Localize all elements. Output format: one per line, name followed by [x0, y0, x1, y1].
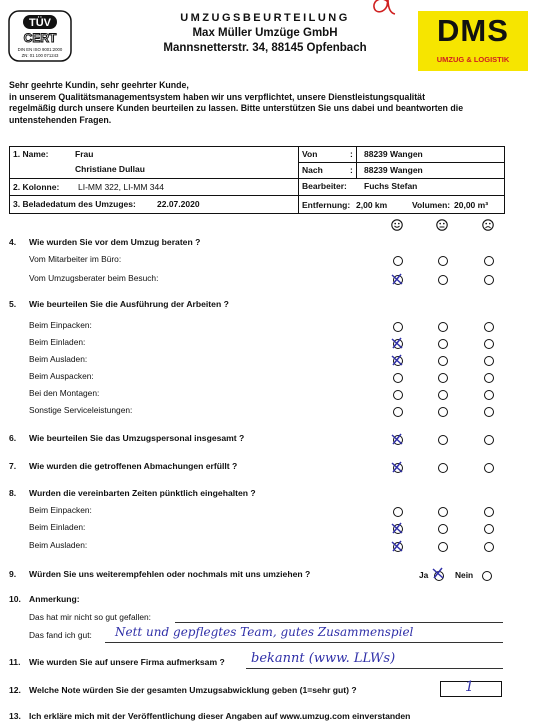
von-label: Von: [302, 149, 318, 159]
rating-radio-q5-3-2[interactable]: [484, 356, 494, 366]
check-mark-icon: [390, 539, 404, 553]
rating-radio-q5-5-2[interactable]: [484, 390, 494, 400]
q9-ja-label: Ja: [419, 570, 429, 580]
q9-nein-label: Nein: [455, 570, 474, 580]
sad-face-icon: [482, 219, 494, 231]
q4-number: 4.: [9, 237, 17, 247]
von-value: 88239 Wangen: [364, 149, 423, 159]
intro-line-4: untenstehenden Fragen.: [9, 114, 112, 125]
rating-radio-q8-1-1[interactable]: [438, 507, 448, 517]
q4-question: Wie wurden Sie vor dem Umzug beraten ?: [29, 237, 201, 247]
q5-item-5: Bei den Montagen:: [29, 388, 100, 398]
dms-logo-subtitle: UMZUG & LOGISTIK: [436, 55, 510, 64]
q10-number: 10.: [9, 594, 21, 604]
company-name: Max Müller Umzüge GmbH: [192, 27, 338, 39]
rating-radio-q5-1-1[interactable]: [438, 322, 448, 332]
q12-answer: 1: [465, 679, 474, 695]
rating-radio-q8-1-0[interactable]: [393, 507, 403, 517]
rating-radio-q5-1-0[interactable]: [393, 322, 403, 332]
rating-radio-q8-2-1[interactable]: [438, 524, 448, 534]
volumen-label: Volumen:: [412, 200, 451, 210]
q9-number: 9.: [9, 569, 17, 579]
tuv-brand: TÜV: [29, 17, 51, 29]
q10-good-label: Das fand ich gut:: [29, 630, 92, 640]
q12-number: 12.: [9, 685, 21, 695]
datum-value: 22.07.2020: [157, 199, 200, 209]
q13-number: 13.: [9, 711, 21, 721]
kolonne-value: LI-MM 322, LI-MM 344: [78, 182, 164, 192]
q10-good-line: [105, 642, 503, 643]
rating-radio-q5-6-1[interactable]: [438, 407, 448, 417]
q6-number: 6.: [9, 433, 17, 443]
q8-item-3: Beim Ausladen:: [29, 540, 88, 550]
tuv-cert: CERT: [23, 31, 57, 45]
check-mark-icon: [390, 336, 404, 350]
q11-answer[interactable]: bekannt (www. LLWs): [251, 651, 396, 666]
name-label: 1. Name:: [13, 149, 49, 159]
check-mark-icon: [390, 521, 404, 535]
q8-number: 8.: [9, 488, 17, 498]
q10-good-answer[interactable]: Nett und gepflegtes Team, gutes Zusammenspiel: [115, 625, 414, 639]
rating-radio-q5-4-2[interactable]: [484, 373, 494, 383]
q11-line: [246, 668, 503, 669]
tuv-line1: DIN EN ISO 9001:2000: [17, 47, 63, 52]
check-mark-icon: [390, 353, 404, 367]
q11-number: 11.: [9, 657, 21, 667]
rating-radio-q4-1-2[interactable]: [484, 256, 494, 266]
kolonne-label: 2. Kolonne:: [13, 182, 60, 192]
check-mark-icon: [431, 566, 445, 580]
rating-radio-q6-1[interactable]: [438, 435, 448, 445]
rating-radio-q7-1[interactable]: [438, 463, 448, 473]
rating-radio-q8-1-2[interactable]: [484, 507, 494, 517]
handwritten-mark: [368, 0, 398, 20]
q4-item-1: Vom Mitarbeiter im Büro:: [29, 254, 122, 264]
datum-label: 3. Beladedatum des Umzuges:: [13, 199, 136, 209]
q9-question: Würden Sie uns weiterempfehlen oder nochmals mit uns umziehen ?: [29, 569, 311, 579]
q13-question: Ich erkläre mich mit der Veröffentlichung dieser Angaben auf www.umzug.com einverstanden: [29, 711, 411, 721]
q10-bad-label: Das hat mir nicht so gut gefallen:: [29, 612, 151, 622]
rating-radio-q5-1-2[interactable]: [484, 322, 494, 332]
rating-radio-q8-3-1[interactable]: [438, 542, 448, 552]
document-header: [120, 12, 410, 54]
q11-question: Wie wurden Sie auf unsere Firma aufmerksam ?: [29, 657, 225, 667]
check-mark-icon: [390, 272, 404, 286]
nach-label: Nach: [302, 165, 323, 175]
q5-number: 5.: [9, 299, 17, 309]
q5-item-2: Beim Einladen:: [29, 337, 86, 347]
q9-nein-radio[interactable]: [482, 571, 492, 581]
q8-question: Wurden die vereinbarten Zeiten pünktlich eingehalten ?: [29, 488, 256, 498]
check-mark-icon: [390, 460, 404, 474]
volumen-value: 20,00 m³: [454, 200, 489, 210]
q7-number: 7.: [9, 461, 17, 471]
q5-question: Wie beurteilen Sie die Ausführung der Arbeiten ?: [29, 299, 229, 309]
rating-radio-q5-4-1[interactable]: [438, 373, 448, 383]
entfernung-label: Entfernung:: [302, 200, 351, 210]
rating-radio-q4-1-0[interactable]: [393, 256, 403, 266]
company-address: Mannsnetterstr. 34, 88145 Opfenbach: [163, 42, 367, 54]
entfernung-value: 2,00 km: [356, 200, 388, 210]
bearbeiter-label: Bearbeiter:: [302, 181, 347, 191]
intro-line-3: regelmäßig durch unsere Kunden beurteilen zu lassen. Bitte unterstützen Sie uns dabei und beantworten die: [9, 103, 464, 114]
tuv-cert-logo: [8, 10, 72, 62]
rating-radio-q5-3-1[interactable]: [438, 356, 448, 366]
name-value: Christiane Dullau: [75, 164, 145, 174]
q10-question: Anmerkung:: [29, 594, 80, 604]
intro-text: [9, 80, 517, 126]
q10-bad-line: [175, 622, 503, 623]
q6-question: Wie beurteilen Sie das Umzugspersonal insgesamt ?: [29, 433, 245, 443]
q8-item-1: Beim Einpacken:: [29, 505, 92, 515]
rating-radio-q5-2-1[interactable]: [438, 339, 448, 349]
q5-item-3: Beim Ausladen:: [29, 354, 88, 364]
q7-question: Wie wurden die getroffenen Abmachungen erfüllt ?: [29, 461, 238, 471]
rating-radio-q5-4-0[interactable]: [393, 373, 403, 383]
dms-logo: [418, 11, 528, 71]
nach-value: 88239 Wangen: [364, 165, 423, 175]
bearbeiter-value: Fuchs Stefan: [364, 181, 418, 191]
rating-radio-q8-3-2[interactable]: [484, 542, 494, 552]
check-mark-icon: [390, 432, 404, 446]
document-title: UMZUGSBEURTEILUNG: [180, 12, 350, 24]
q5-item-4: Beim Auspacken:: [29, 371, 94, 381]
rating-radio-q5-5-0[interactable]: [393, 390, 403, 400]
q8-item-2: Beim Einladen:: [29, 522, 86, 532]
q5-item-1: Beim Einpacken:: [29, 320, 92, 330]
rating-radio-q4-2-1[interactable]: [438, 275, 448, 285]
rating-radio-q5-2-2[interactable]: [484, 339, 494, 349]
rating-radio-q8-2-2[interactable]: [484, 524, 494, 534]
intro-line-1: Sehr geehrte Kundin, sehr geehrter Kunde,: [9, 80, 189, 90]
q12-question: Welche Note würden Sie der gesamten Umzugsabwicklung geben (1=sehr gut) ?: [29, 685, 357, 695]
intro-line-2: in unserem Qualitätsmanagementsystem haben wir uns verpflichtet, unsere Dienstleistungsqualität: [9, 91, 426, 102]
rating-radio-q5-6-2[interactable]: [484, 407, 494, 417]
q4-item-2: Vom Umzugsberater beim Besuch:: [29, 273, 159, 283]
rating-radio-q4-1-1[interactable]: [438, 256, 448, 266]
rating-radio-q7-2[interactable]: [484, 463, 494, 473]
tuv-line2: ZN: 01 100 071243: [21, 53, 59, 58]
happy-face-icon: [391, 219, 403, 231]
rating-radio-q4-2-2[interactable]: [484, 275, 494, 285]
q5-item-6: Sonstige Serviceleistungen:: [29, 405, 133, 415]
rating-radio-q5-6-0[interactable]: [393, 407, 403, 417]
dms-logo-text: DMS: [437, 13, 509, 48]
rating-radio-q5-5-1[interactable]: [438, 390, 448, 400]
customer-info-table: 1. Name: Frau Christiane Dullau Von : 88239 Wangen Nach : 88239 Wangen 2. Kolonne: LI-MM 322, LI-MM 344 Bearbeiter: Fuchs Stefan 3. Beladedatum des Umzuges: 22.07.2020 Entfernung: 2,00 km Volumen: 20,00 m³: [9, 146, 505, 214]
neutral-face-icon: [436, 219, 448, 231]
rating-radio-q6-2[interactable]: [484, 435, 494, 445]
name-salutation: Frau: [75, 149, 94, 159]
